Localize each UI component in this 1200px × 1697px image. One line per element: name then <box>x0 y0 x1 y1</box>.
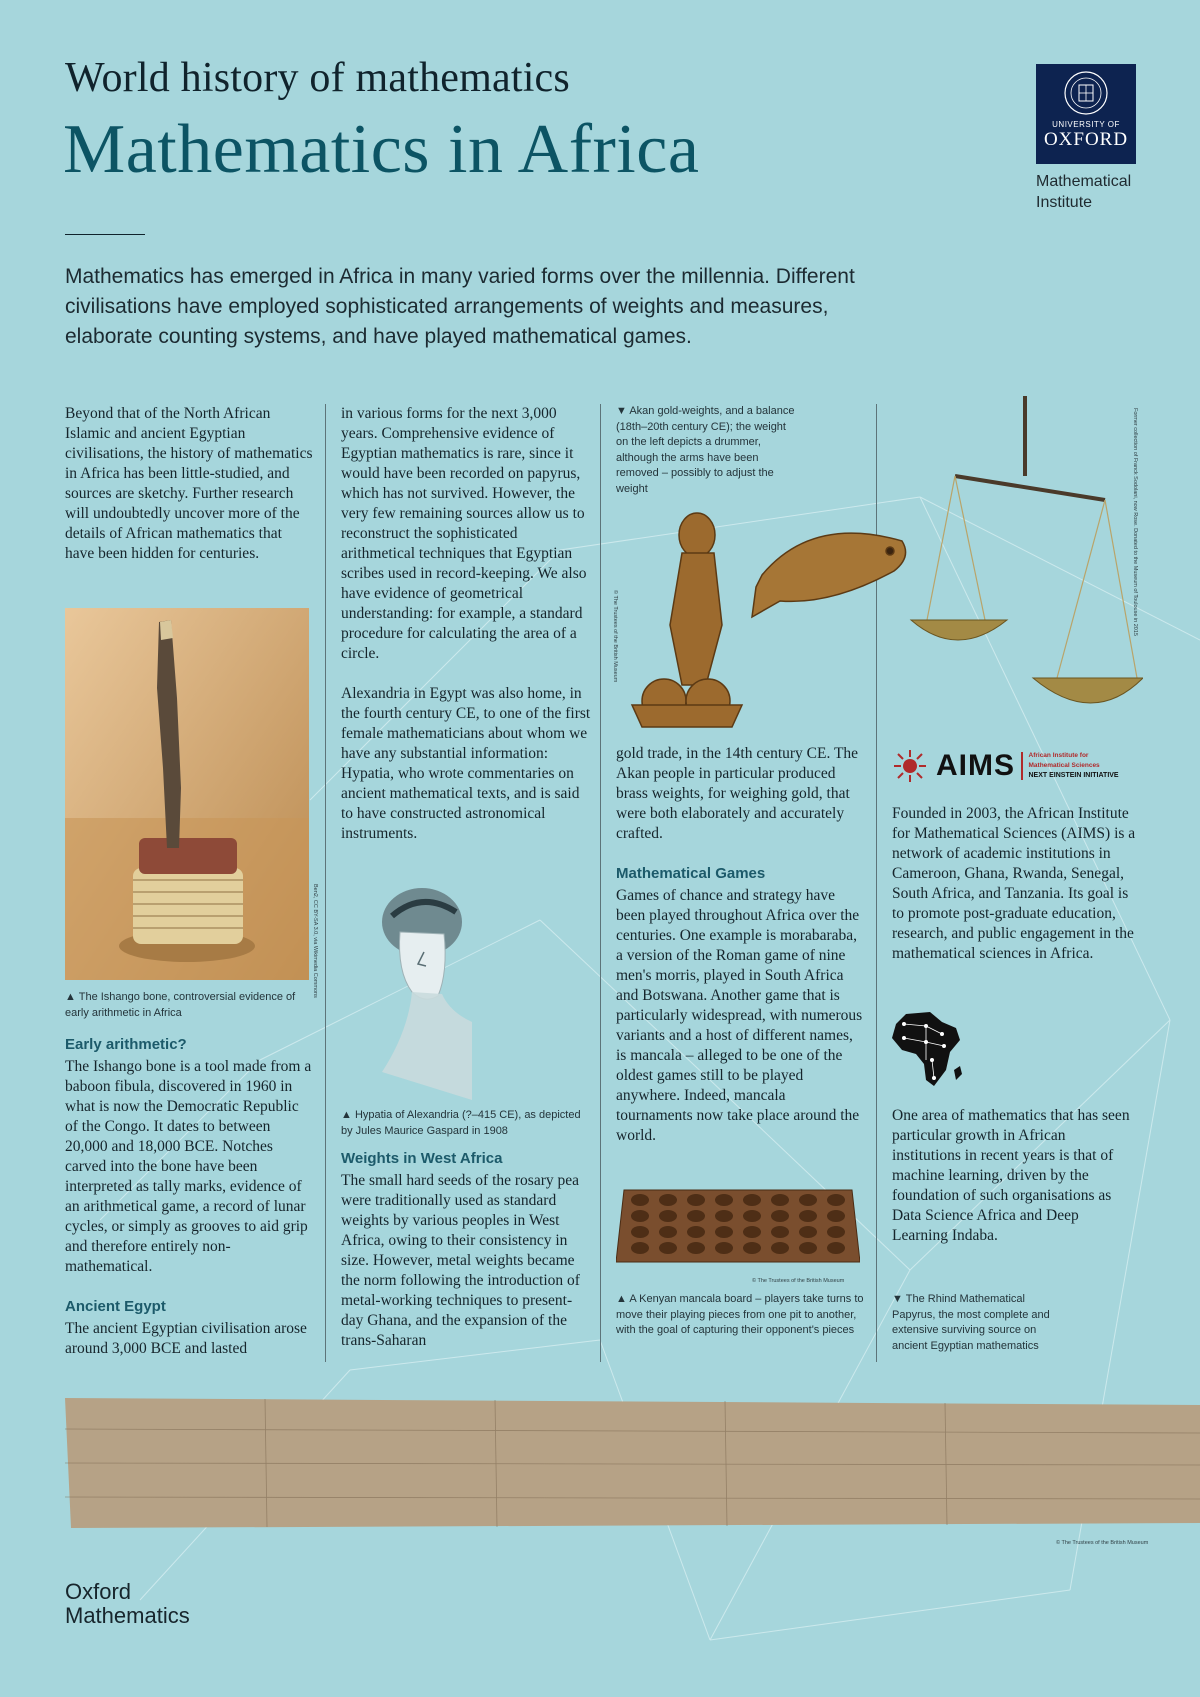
column-divider-2 <box>600 404 601 1362</box>
hypatia-portrait <box>352 872 482 1100</box>
rhind-caption: ▼ The Rhind Mathematical Papyrus, the most complete and extensive surviving source on ancient Egyptian mathematics <box>892 1293 1050 1352</box>
footer-line-1: Oxford <box>65 1579 132 1604</box>
akan-caption: ▼ Akan gold-weights, and a balance (18th–20th century CE); the weight on the left depicts a drummer, although the arms have been removed – possibly to adjust the weight <box>616 405 795 495</box>
institute-line-2: Institute <box>1036 193 1093 211</box>
mancala-pit <box>715 1242 733 1254</box>
column-4-lower <box>892 1106 1137 1266</box>
column-2 <box>341 404 591 864</box>
rhind-papyrus-image <box>65 1395 1200 1530</box>
column-divider-1 <box>325 404 326 1362</box>
mancala-pit <box>827 1242 845 1254</box>
ishango-caption: ▲ The Ishango bone, controversial evidence of early arithmetic in Africa <box>65 991 296 1019</box>
aims-sub-line-1: African Institute for <box>1028 752 1089 759</box>
oxford-logo-block <box>1036 64 1136 214</box>
mancala-pit <box>659 1226 677 1238</box>
balance-scale-image <box>905 396 1143 726</box>
ancient-egypt-text: The ancient Egyptian civilisation arose around 3,000 BCE and lasted <box>65 1320 307 1357</box>
col1-intro-text: Beyond that of the North African Islamic and ancient Egyptian civilisations, the history of mathematics in Africa has been little-studied, and sources are sketchy. Further research will undoubtedly uncover more of the details of African mathematics that have been hidden for centuries. <box>65 405 313 562</box>
mancala-pit <box>687 1210 705 1222</box>
mancala-pit <box>799 1194 817 1206</box>
mancala-pit <box>715 1210 733 1222</box>
mancala-pit <box>631 1226 649 1238</box>
mancala-caption: ▲ A Kenyan mancala board – players take turns to move their playing pieces from one pit to another, with the goal of capturing their opponent's pieces <box>616 1293 864 1336</box>
machine-learning-text: One area of mathematics that has seen particular growth in African institutions in recent years is that of machine learning, driven by the foundation of such organisations as Data Science Africa and Deep Learning Indaba. <box>892 1107 1130 1244</box>
mancala-pit <box>659 1194 677 1206</box>
title-divider <box>65 234 145 235</box>
mancala-pit <box>687 1226 705 1238</box>
akan-credit: © The Trustees of the British Museum <box>612 590 618 683</box>
hypatia-text: Alexandria in Egypt was also home, in the fourth century CE, to one of the first female mathematicians about whom we have any substantial information: Hypatia, who wrote commentaries on ancient mathematical texts, and is said to have constructed astronomical instruments. <box>341 685 591 842</box>
heading-mathematical-games: Mathematical Games <box>616 865 766 882</box>
mancala-pit <box>827 1210 845 1222</box>
aims-subtitle <box>1029 751 1119 781</box>
column-4 <box>892 804 1137 984</box>
mancala-caption-block <box>616 1292 866 1359</box>
aims-text: Founded in 2003, the African Institute for Mathematical Sciences (AIMS) is a network of academic institutions in Cameroon, Ghana, Rwanda, Senegal, South Africa, and Tanzania. Its goal is to promote post-graduate education, research, and public engagement in the mathematical sciences in Africa. <box>892 805 1136 962</box>
institute-line-1: Mathematical <box>1036 173 1132 190</box>
aims-sub-line-2: Mathematical Sciences <box>1028 762 1100 769</box>
mancala-pit <box>827 1194 845 1206</box>
mancala-pit <box>771 1242 789 1254</box>
mancala-pit <box>687 1242 705 1254</box>
games-text: Games of chance and strategy have been played throughout Africa over the centuries. One example is morabaraba, a version of the Roman game of nine men's morris, played in South Africa and Botswana. Another game that is particularly widespread, with numerous variants and a host of different names, is mancala – alleged to be one of the oldest games still to be played anywhere. Indeed, mancala tournaments now take place around the world. <box>616 887 863 1144</box>
mancala-pit <box>799 1242 817 1254</box>
heading-early-arithmetic: Early arithmetic? <box>65 1036 187 1053</box>
mancala-pit <box>743 1194 761 1206</box>
mancala-pit <box>743 1210 761 1222</box>
institute-name <box>1036 172 1166 214</box>
mancala-pit <box>687 1194 705 1206</box>
column-1 <box>65 404 315 584</box>
mancala-pit <box>771 1194 789 1206</box>
intro-paragraph: Mathematics has emerged in Africa in many varied forms over the millennia. Different civilisations have employed sophisticated arrangements of weights and measures, elaborate counting systems, and have played mathematical games. <box>65 265 855 348</box>
mancala-board-image <box>616 1186 860 1272</box>
series-title: World history of mathematics <box>65 55 570 101</box>
page-title: Mathematics in Africa <box>63 111 700 188</box>
mancala-pit <box>799 1226 817 1238</box>
akan-caption-block <box>616 404 796 517</box>
rhind-caption-block <box>892 1292 1062 1374</box>
africa-network-icon <box>890 1010 964 1090</box>
weights-text: The small hard seeds of the rosary pea were traditionally used as standard weights by various peoples in West Africa, owing to their consistency in size. However, metal weights became the norm following the introduction of metal-working techniques to present-day Ghana, and the expansion of the trans-Saharan <box>341 1172 580 1349</box>
logo-university-text: UNIVERSITY OF <box>1052 120 1120 129</box>
papyrus-credit: © The Trustees of the British Museum <box>1056 1540 1149 1546</box>
mancala-pit <box>827 1226 845 1238</box>
aims-sub-line-3: NEXT EINSTEIN INITIATIVE <box>1028 772 1119 779</box>
logo-oxford-text: OXFORD <box>1043 129 1129 150</box>
gold-trade-text: gold trade, in the 14th century CE. The Akan people in particular produced brass weights, for weighing gold, that were both elaborately and accurately crafted. <box>616 745 859 842</box>
egypt-continued-text: in various forms for the next 3,000 years. Comprehensive evidence of Egyptian mathematics is rare, since it would have been recorded on papyrus, which has not survived. However, the very few remaining sources allow us to reconstruct the sophisticated arithmetical techniques that Egyptian scribes used in record-keeping. We also have evidence of geometrical understanding: for example, a standard procedure for calculating the area of a circle. <box>341 405 587 662</box>
oxford-logo <box>1036 64 1136 164</box>
mancala-pit <box>743 1242 761 1254</box>
mancala-pit <box>715 1194 733 1206</box>
mancala-pit <box>631 1210 649 1222</box>
oxford-crest-icon <box>1063 70 1109 116</box>
mancala-pit <box>715 1226 733 1238</box>
mancala-pit <box>743 1226 761 1238</box>
heading-ancient-egypt: Ancient Egypt <box>65 1298 166 1315</box>
ishango-bone-image <box>65 608 309 980</box>
aims-logo <box>892 748 1132 784</box>
column-1-lower <box>65 990 315 1379</box>
mancala-credit: © The Trustees of the British Museum <box>752 1278 845 1284</box>
heading-weights-west-africa: Weights in West Africa <box>341 1150 503 1167</box>
balance-credit: Former collection of Franck Sodolani, now Rose. Donated to the Museum of Toulouse in 2015 <box>1132 408 1138 636</box>
ishango-credit: Ben2, CC BY-SA 3.0, via Wikimedia Commons <box>312 884 318 998</box>
mancala-pit <box>771 1210 789 1222</box>
aims-wordmark: AIMS <box>936 749 1015 782</box>
footer-logo <box>65 1580 190 1628</box>
akan-gold-weights-image <box>612 505 912 733</box>
early-arithmetic-text: The Ishango bone is a tool made from a baboon fibula, discovered in 1960 in what is now the Democratic Republic of the Congo. It dates to between 20,000 and 18,000 BCE. Notches carved into the bone have been interpreted as tally marks, evidence of an arithmetical game, a record of lunar cycles, or simply as grooves to aid grip and therefore entirely non-mathematical. <box>65 1058 312 1275</box>
column-3 <box>616 744 866 1166</box>
aims-separator <box>1021 752 1023 780</box>
mancala-pit <box>799 1210 817 1222</box>
column-2-lower <box>341 1108 591 1371</box>
hypatia-caption: ▲ Hypatia of Alexandria (?–415 CE), as depicted by Jules Maurice Gaspard in 1908 <box>341 1109 581 1137</box>
footer-line-2: Mathematics <box>65 1603 190 1628</box>
mancala-pit <box>771 1226 789 1238</box>
aims-starburst-icon <box>892 748 928 784</box>
mancala-pit <box>659 1210 677 1222</box>
mancala-pit <box>631 1242 649 1254</box>
mancala-pit <box>631 1194 649 1206</box>
mancala-pit <box>659 1242 677 1254</box>
